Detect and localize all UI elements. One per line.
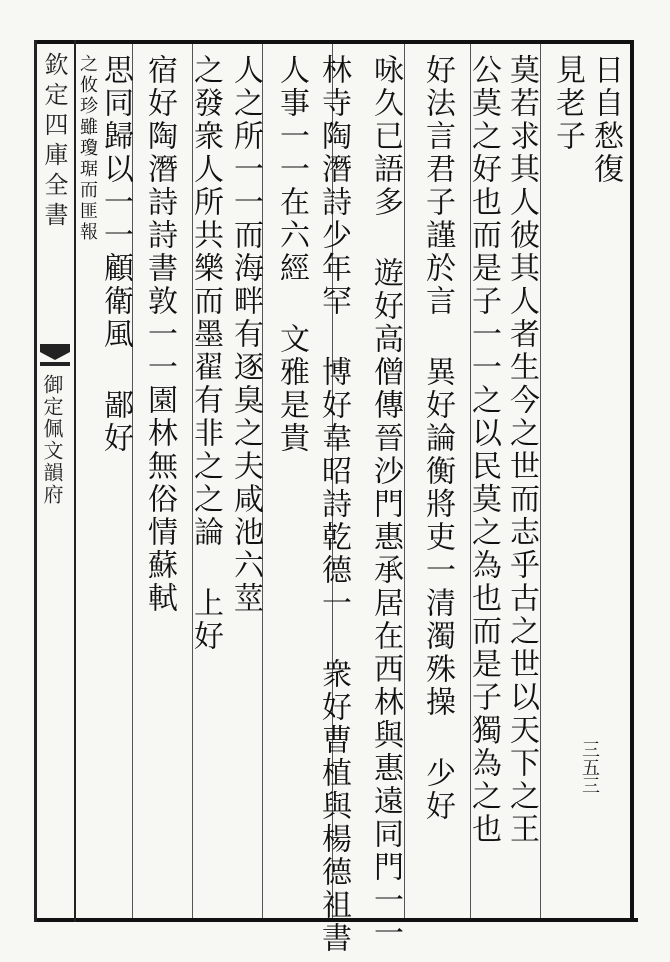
text-column-6 [368,54,422,950]
column-text: 之攸珍雖瓊琚而匪報 [77,54,98,243]
fish-tail-mark-icon [38,340,72,370]
column-text: 之發衆人所共樂而墨翟有非之之論 上好 [188,54,223,653]
column-text: 宿好陶潛詩詩書敦一一園林無俗情蘇軾 [142,54,177,615]
spine-volume-title: 御定佩文韻府 [40,374,64,506]
frame-left-border [34,40,37,922]
column-text: 見老子 [550,54,585,153]
text-column-10 [190,54,242,914]
text-column-4 [468,54,520,914]
column-text: 莫若求其人彼其人者生今之世而志乎古之世以天下之王 [504,54,539,846]
column-text: 林寺陶潛詩少年罕 博好韋昭詩乾德一 衆好曹植與楊德祖書 [316,54,351,955]
column-text: 好法言君子謹於言 異好論衡將吏一清濁殊操 少好 [420,54,455,823]
text-column-8 [276,54,328,914]
column-text: 人事一一在六經 文雅是貴 [274,54,309,455]
page-spine [38,48,72,908]
column-text: 日自愁復 [588,54,623,186]
column-text: 咏久已語多 遊好高僧傳晉沙門惠承居在西林與惠遠同門一一 [368,54,403,950]
column-text: 思同歸以一一顧衛風 鄙好 [98,54,133,455]
column-text: 公莫之好也而是子一一之以民莫之為也而是子獨為之也 [466,54,501,846]
spine-divider [74,40,76,922]
column-text: 人之所一一而海畔有逐臭之夫咸池六莖 [228,54,263,615]
spine-book-title: 欽定四庫全書 [40,52,68,232]
text-column-5 [422,54,474,914]
page-number: 三五三 [579,740,600,794]
text-column-13 [77,54,133,914]
frame-top-border [34,40,634,44]
